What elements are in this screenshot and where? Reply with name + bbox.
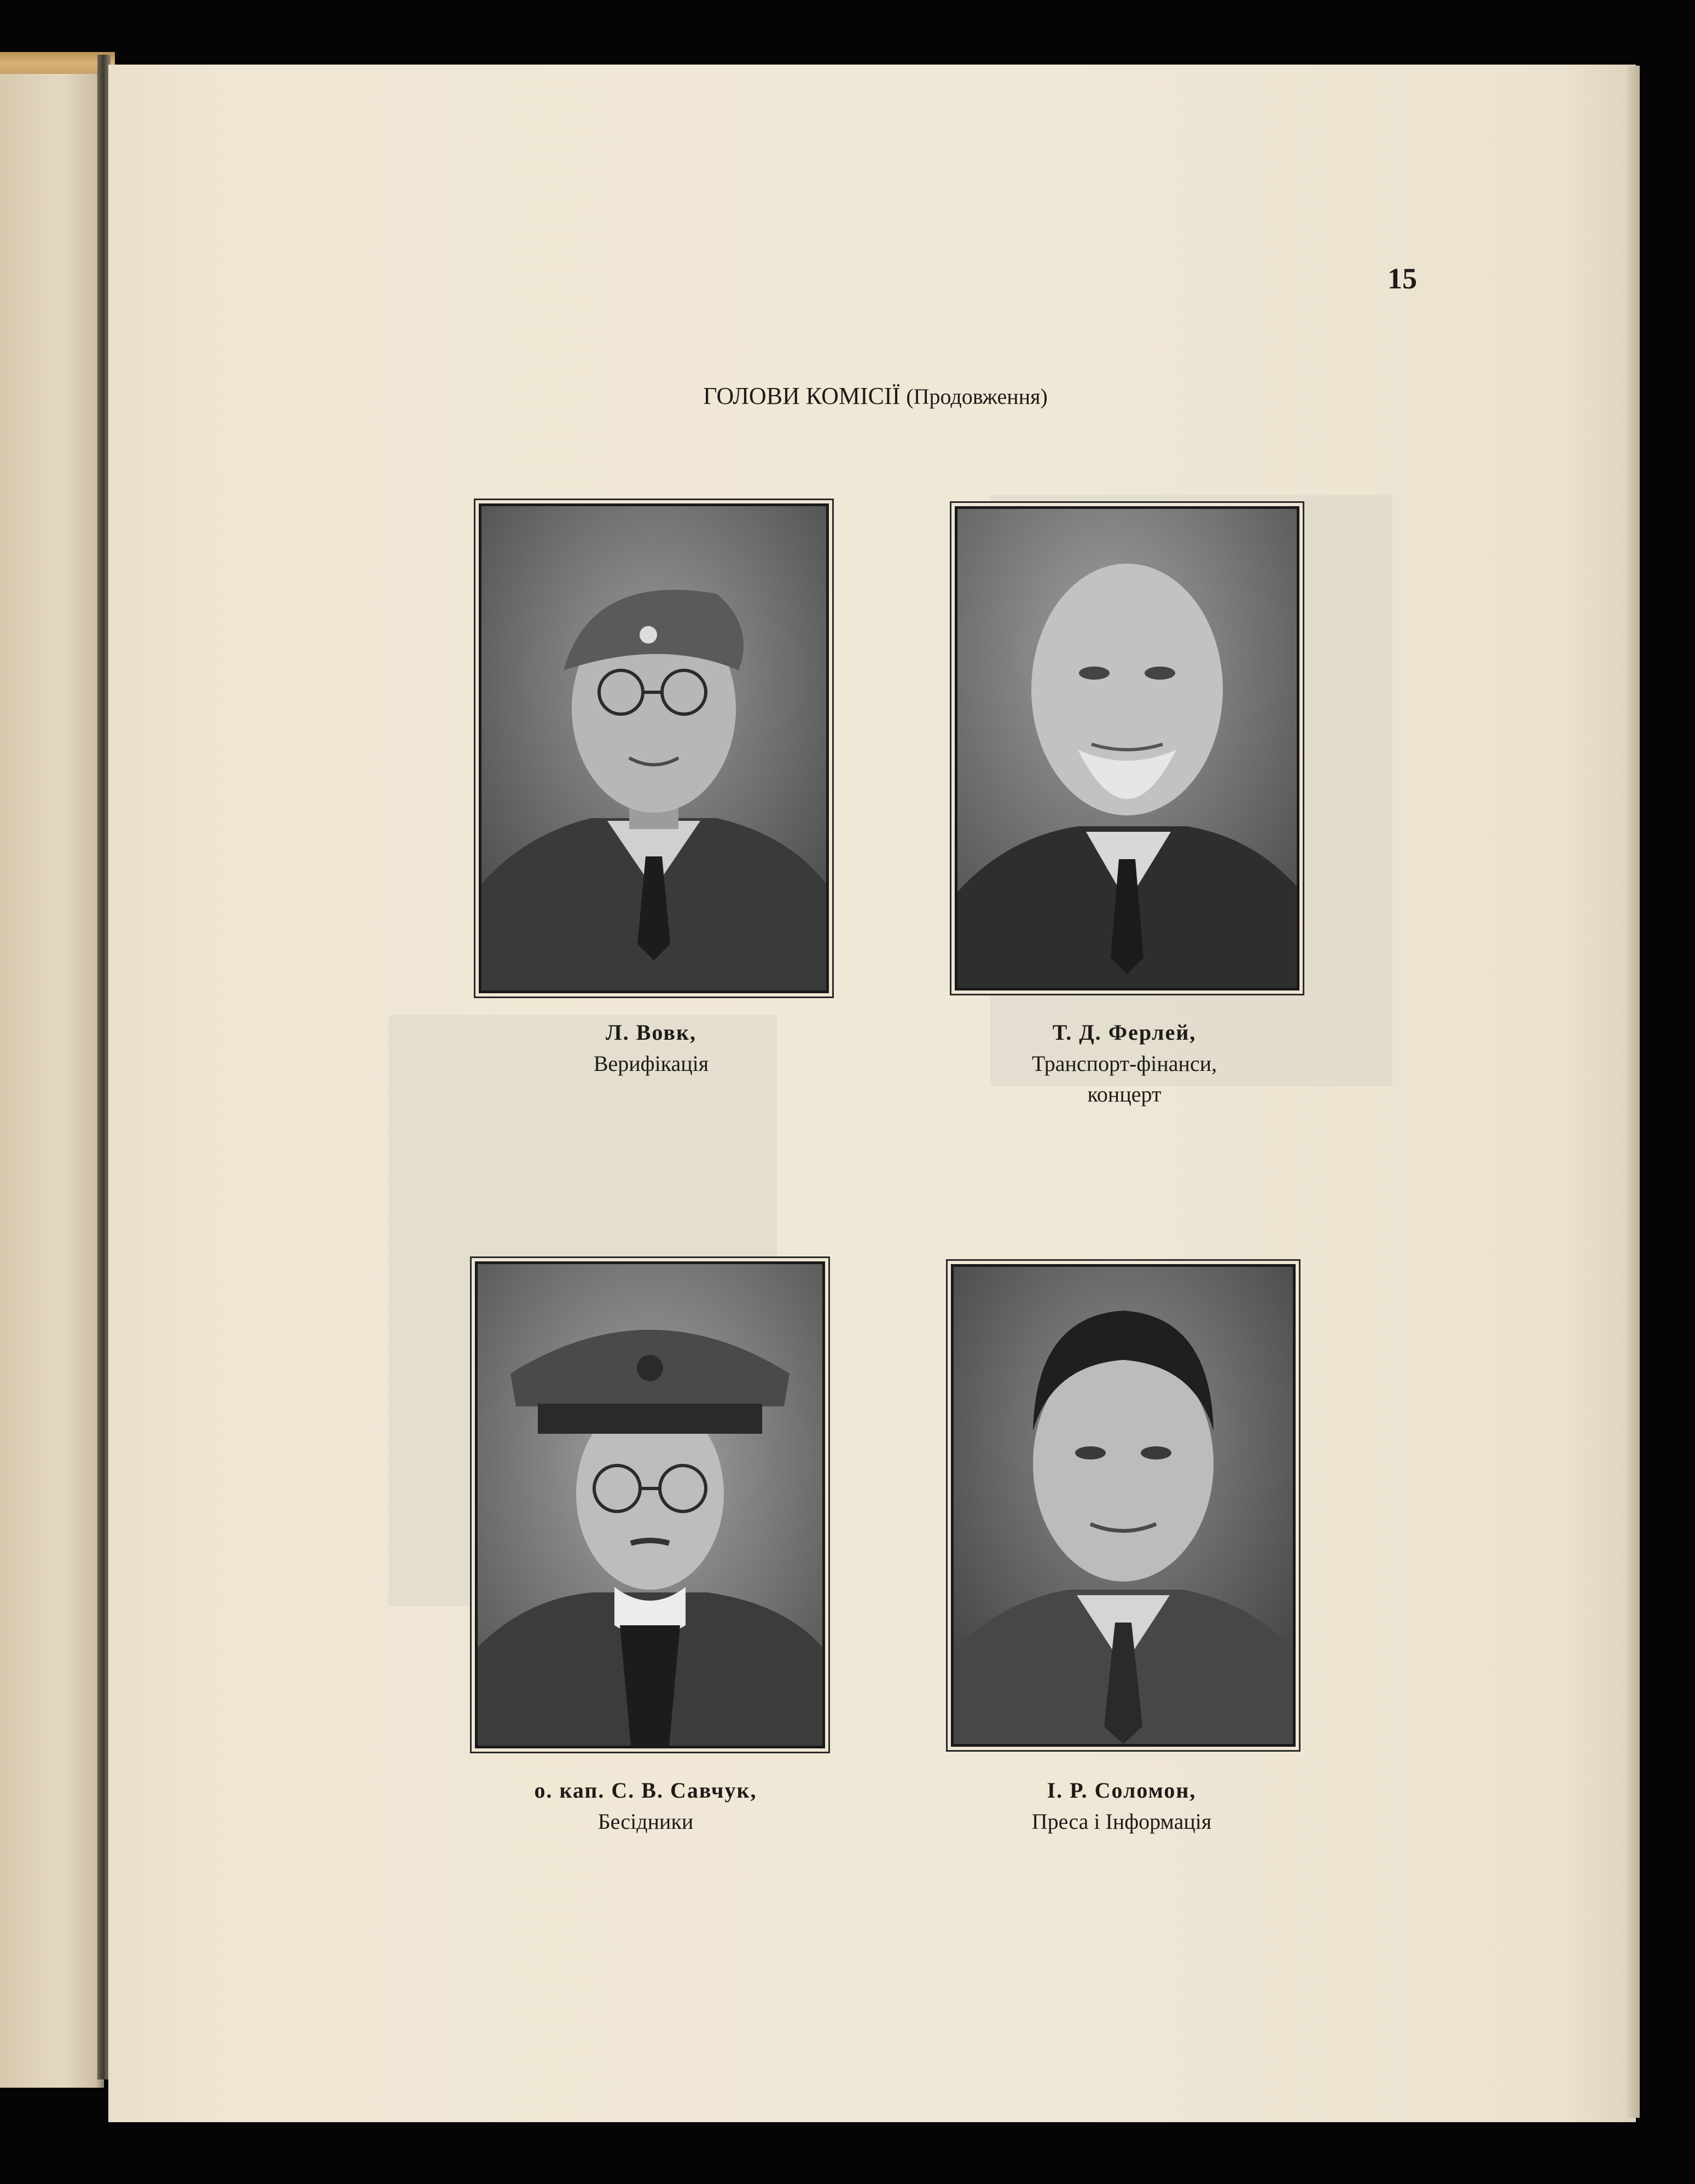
person-name: І. Р. Соломон, — [1047, 1778, 1197, 1803]
portrait-photo-2 — [955, 506, 1299, 990]
person-name: Л. Вовк, — [605, 1020, 697, 1045]
page-edge — [1628, 66, 1640, 2118]
portrait-chaplain-peaked-cap — [478, 1264, 822, 1746]
portrait-soldier-side-cap — [481, 506, 826, 990]
portrait-caption-3 — [476, 1775, 815, 1837]
person-role: концерт — [1087, 1082, 1162, 1107]
person-name: о. кап. С. В. Савчук, — [534, 1778, 757, 1803]
person-role: Бесідники — [597, 1809, 694, 1834]
person-name: Т. Д. Ферлей, — [1052, 1020, 1197, 1045]
portrait-caption-4 — [952, 1775, 1291, 1837]
person-role: Верифікація — [593, 1051, 709, 1076]
portrait-photo-1 — [479, 503, 829, 993]
portrait-photo-3 — [475, 1261, 825, 1748]
right-page — [108, 65, 1636, 2122]
page-title — [492, 382, 1258, 410]
portrait-caption-1 — [487, 1017, 815, 1079]
left-page-edge — [0, 52, 104, 2088]
person-role: Преса і Інформація — [1031, 1809, 1212, 1834]
page-title-note: (Продовження) — [906, 384, 1048, 409]
person-role: Транспорт-фінанси, — [1031, 1051, 1217, 1076]
page-number: 15 — [1388, 262, 1417, 295]
portrait-caption-2 — [960, 1017, 1288, 1110]
portrait-photo-4 — [951, 1264, 1296, 1747]
portrait-bearded-man — [957, 509, 1297, 988]
portrait-man-in-suit — [954, 1267, 1293, 1744]
page-title-text: ГОЛОВИ КОМІСІЇ — [703, 383, 901, 409]
